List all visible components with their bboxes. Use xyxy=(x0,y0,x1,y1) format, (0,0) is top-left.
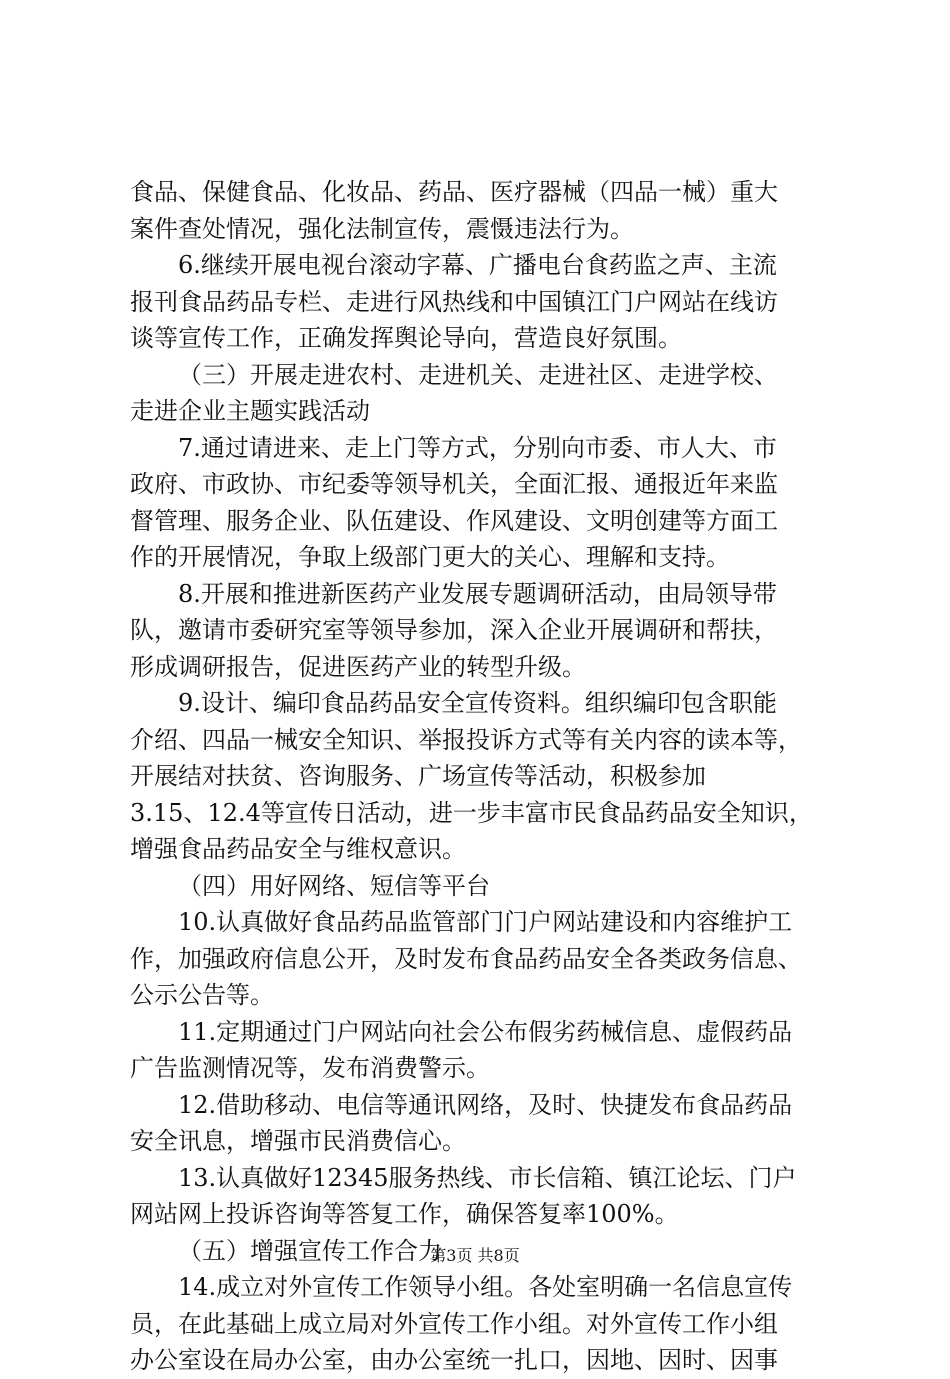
text-line: （四）用好网络、短信等平台 xyxy=(178,871,490,900)
text-line: 员，在此基础上成立局对外宣传工作小组。对外宣传工作小组 xyxy=(130,1309,778,1338)
text-line: （五）增强宣传工作合力 xyxy=(178,1236,442,1265)
document-body xyxy=(130,174,842,1379)
text-line: 食品、保健食品、化妆品、药品、医疗器械（四品一械）重大 xyxy=(130,178,778,206)
text-line: 政府、市政协、市纪委等领导机关，全面汇报、通报近年来监 xyxy=(130,470,778,498)
page-footer: 第3页 共8页 xyxy=(430,1246,520,1265)
text-line: 作的开展情况，争取上级部门更大的关心、理解和支持。 xyxy=(130,543,730,571)
text-line: 8.开展和推进新医药产业发展专题调研活动，由局领导带 xyxy=(178,579,777,608)
text-line: （三）开展走进农村、走进机关、走进社区、走进学校、 xyxy=(178,360,778,389)
text-line: 9.设计、编印食品药品安全宣传资料。组织编印包含职能 xyxy=(178,689,777,717)
text-line: 走进企业主题实践活动 xyxy=(130,397,370,425)
text-line: 形成调研报告，促进医药产业的转型升级。 xyxy=(130,652,586,681)
text-line: 队，邀请市委研究室等领导参加，深入企业开展调研和帮扶， xyxy=(130,616,778,644)
text-line: 作，加强政府信息公开，及时发布食品药品安全各类政务信息、 xyxy=(130,944,802,973)
text-line: 谈等宣传工作，正确发挥舆论导向，营造良好氛围。 xyxy=(130,324,682,352)
text-line: 13.认真做好12345服务热线、市长信箱、镇江论坛、门户 xyxy=(178,1163,797,1192)
text-line: 广告监测情况等，发布消费警示。 xyxy=(130,1054,490,1082)
text-line: 10.认真做好食品药品监管部门门户网站建设和内容维护工 xyxy=(178,908,793,936)
text-line: 增强食品药品安全与维权意识。 xyxy=(130,835,466,863)
text-line: 7.通过请进来、走上门等方式，分别向市委、市人大、市 xyxy=(178,433,777,462)
text-line: 公示公告等。 xyxy=(130,981,274,1009)
text-line: 案件查处情况，强化法制宣传，震慑违法行为。 xyxy=(130,214,634,243)
text-line: 6.继续开展电视台滚动字幕、广播电台食药监之声、主流 xyxy=(178,251,777,279)
text-line: 介绍、四品一械安全知识、举报投诉方式等有关内容的读本等， xyxy=(130,725,802,754)
text-line: 开展结对扶贫、咨询服务、广场宣传等活动，积极参加 xyxy=(130,762,706,790)
text-line: 网站网上投诉咨询等答复工作，确保答复率100%。 xyxy=(130,1200,679,1228)
text-line: 督管理、服务企业、队伍建设、作风建设、文明创建等方面工 xyxy=(130,506,778,535)
text-line: 14.成立对外宣传工作领导小组。各处室明确一名信息宣传 xyxy=(178,1273,793,1301)
text-line: 安全讯息，增强市民消费信心。 xyxy=(130,1127,466,1155)
text-line: 12.借助移动、电信等通讯网络，及时、快捷发布食品药品 xyxy=(178,1090,793,1119)
text-line: 报刊食品药品专栏、走进行风热线和中国镇江门户网站在线访 xyxy=(130,287,778,316)
text-line: 11.定期通过门户网站向社会公布假劣药械信息、虚假药品 xyxy=(178,1017,793,1046)
text-line: 3.15、12.4等宣传日活动，进一步丰富市民食品药品安全知识， xyxy=(130,798,813,827)
text-line: 办公室设在局办公室，由办公室统一扎口，因地、因时、因事 xyxy=(130,1346,778,1374)
